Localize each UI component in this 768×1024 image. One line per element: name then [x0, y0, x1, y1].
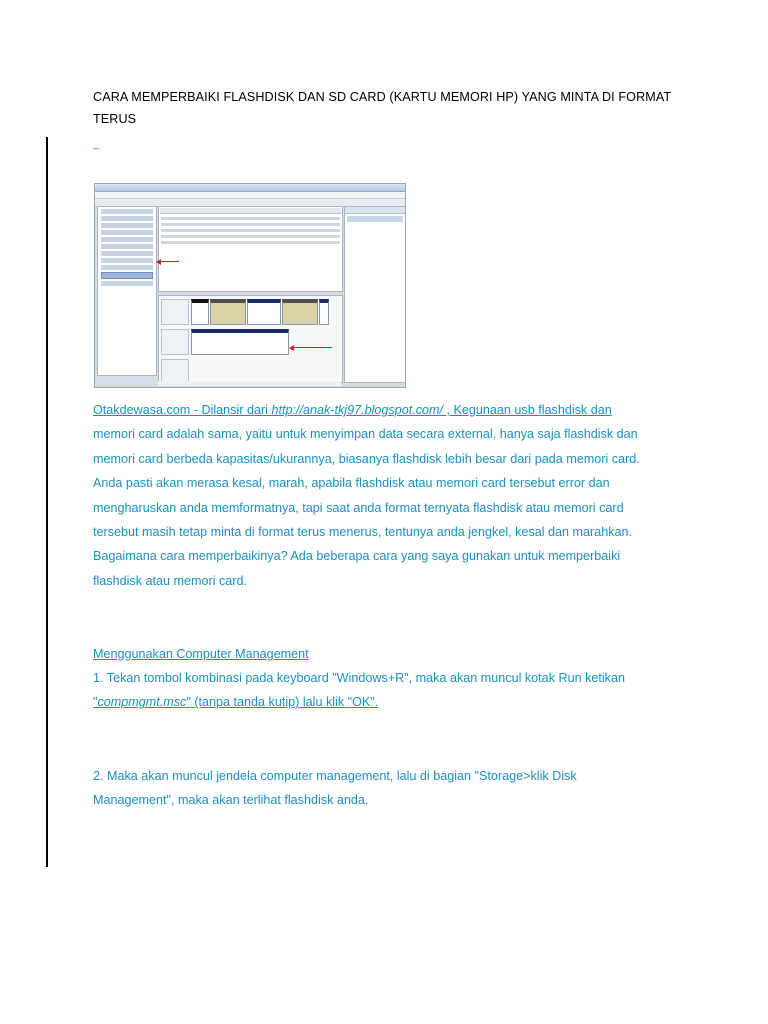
red-arrow-tree [161, 261, 179, 262]
step-1 [93, 666, 693, 715]
volume-table [158, 206, 343, 292]
intro-line-8: flashdisk atau memori card. [93, 573, 247, 588]
margin-change-bar [46, 137, 48, 867]
step-2 [93, 764, 693, 813]
intro-line-4: Anda pasti akan merasa kesal, marah, apabila flashdisk atau memori card tersebut error dan [93, 476, 610, 491]
red-arrow-disk [294, 347, 332, 348]
disk-management-node [101, 272, 153, 279]
window-titlebar [95, 184, 405, 192]
source-prefix: Otakdewasa.com - Dilansir dari [93, 403, 272, 417]
red-arrowhead-disk [289, 345, 294, 351]
document-title: CARA MEMPERBAIKI FLASHDISK DAN SD CARD (KARTU MEMORI HP) YANG MINTA DI FORMAT TERUS [93, 90, 671, 126]
source-url-link[interactable]: http://anak-tkj97.blogspot.com/ [271, 403, 443, 417]
step-1-line-2: " (tanpa tanda kutip) lalu klik "OK". [186, 695, 379, 710]
intro-line-2: memori card adalah sama, yaitu untuk menyimpan data secara external, hanya saja flashdisk dan [93, 427, 638, 442]
disk-map [158, 295, 343, 383]
intro-line-3: memori card berbeda kapasitas/ukurannya, biasanya flashdisk lebih besar dari pada memori card. [93, 451, 640, 466]
step-2-line-2: Management", maka akan terlihat flashdisk anda. [93, 793, 369, 808]
section-heading [93, 642, 693, 666]
window-menubar [95, 192, 405, 199]
step-1-line-1: 1. Tekan tombol kombinasi pada keyboard "Windows+R", maka akan muncul kotak Run ketikan [93, 671, 625, 685]
legend-bar [158, 381, 341, 386]
intro-line-7: Bagaimana cara memperbaikinya? Ada beberapa cara yang saya gunakan untuk memperbaiki [93, 549, 621, 564]
intro-line-6: tersebut masih tetap minta di format terus menerus, tentunya anda jengkel, kesal dan marahkan. [93, 525, 633, 540]
computer-management-screenshot [94, 183, 406, 388]
red-arrowhead-tree [156, 259, 161, 265]
step-1-quote-open: " [93, 695, 98, 710]
section-heading-text: Menggunakan Computer Management [93, 647, 309, 661]
actions-pane [344, 206, 406, 383]
step-1-command: compmgmt.msc [97, 695, 187, 710]
small-link[interactable]: _ [93, 138, 100, 150]
console-tree [97, 206, 157, 376]
intro-line-5: mengharuskan anda memformatnya, tapi saat anda format ternyata flashdisk atau memori card [93, 500, 624, 515]
intro-paragraph [93, 398, 693, 593]
intro-line-1: , Kegunaan usb flashdisk dan [443, 403, 612, 417]
step-2-line-1: 2. Maka akan muncul jendela computer management, lalu di bagian "Storage>klik Disk [93, 769, 577, 783]
